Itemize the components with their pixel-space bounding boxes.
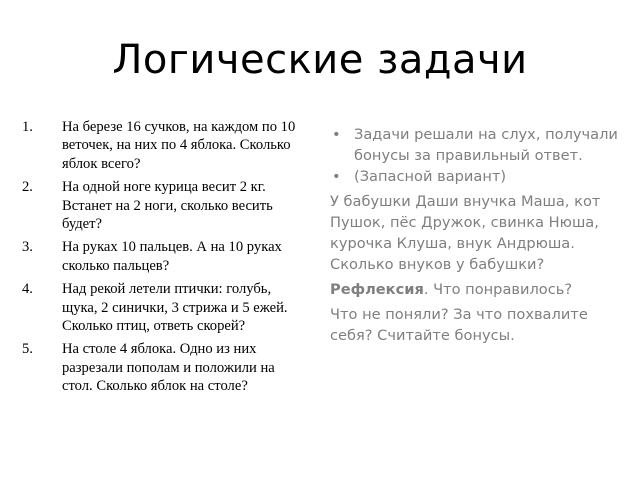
task-item-3 (22, 238, 304, 275)
closing-text: Что не поняли? За что похвалите себя? Считайте бонусы. (330, 306, 588, 344)
reflection-text: . Что понравилось? (423, 281, 573, 298)
task-item-5 (22, 340, 304, 395)
note-text: (Запасной вариант) (354, 168, 507, 185)
task-number: 2. (22, 179, 33, 196)
task-text: На руках 10 пальцев. А на 10 руках сколько пальцев? (62, 239, 282, 274)
task-item-2 (22, 178, 304, 233)
task-text: На березе 16 сучков, на каждом по 10 веточек, на них по 4 яблока. Сколько яблок всего? (62, 119, 296, 172)
task-item-1 (22, 118, 304, 173)
task-number: 4. (22, 281, 33, 298)
task-list-column (22, 118, 304, 401)
note-bullet-item-1 (330, 124, 626, 166)
task-text: На столе 4 яблока. Одно из них разрезали пополам и положили на стол. Сколько яблок на столе? (62, 341, 275, 395)
note-text: Задачи решали на слух, получали бонусы за правильный ответ. (354, 126, 618, 164)
notes-column (330, 124, 626, 346)
bullet-icon: • (332, 126, 341, 143)
task-text: Над рекой летели птички: голубь, щука, 2 синички, 3 стрижа и 5 ежей. Сколько птиц, ответь скорей? (62, 281, 288, 335)
task-number: 5. (22, 341, 33, 358)
reflection-paragraph (330, 279, 626, 300)
slide-title: Логические задачи (112, 37, 528, 83)
task-item-4 (22, 280, 304, 335)
note-bullet-item-2 (330, 166, 626, 187)
task-number: 1. (22, 119, 33, 135)
bullet-icon: • (332, 168, 341, 185)
task-number: 3. (22, 239, 33, 256)
task-text: На одной ноге курица весит 2 кг. Встанет на 2 ноги, сколько весить будет? (62, 179, 273, 233)
reflection-label: Рефлексия (330, 281, 424, 298)
task-list (22, 118, 304, 396)
reserve-task-text: У бабушки Даши внучка Маша, кот Пушок, пёс Дружок, свинка Нюша, курочка Клуша, внук Андрюша. Сколько внуков у бабушки? (330, 193, 601, 273)
notes-bullet-list (330, 124, 626, 187)
